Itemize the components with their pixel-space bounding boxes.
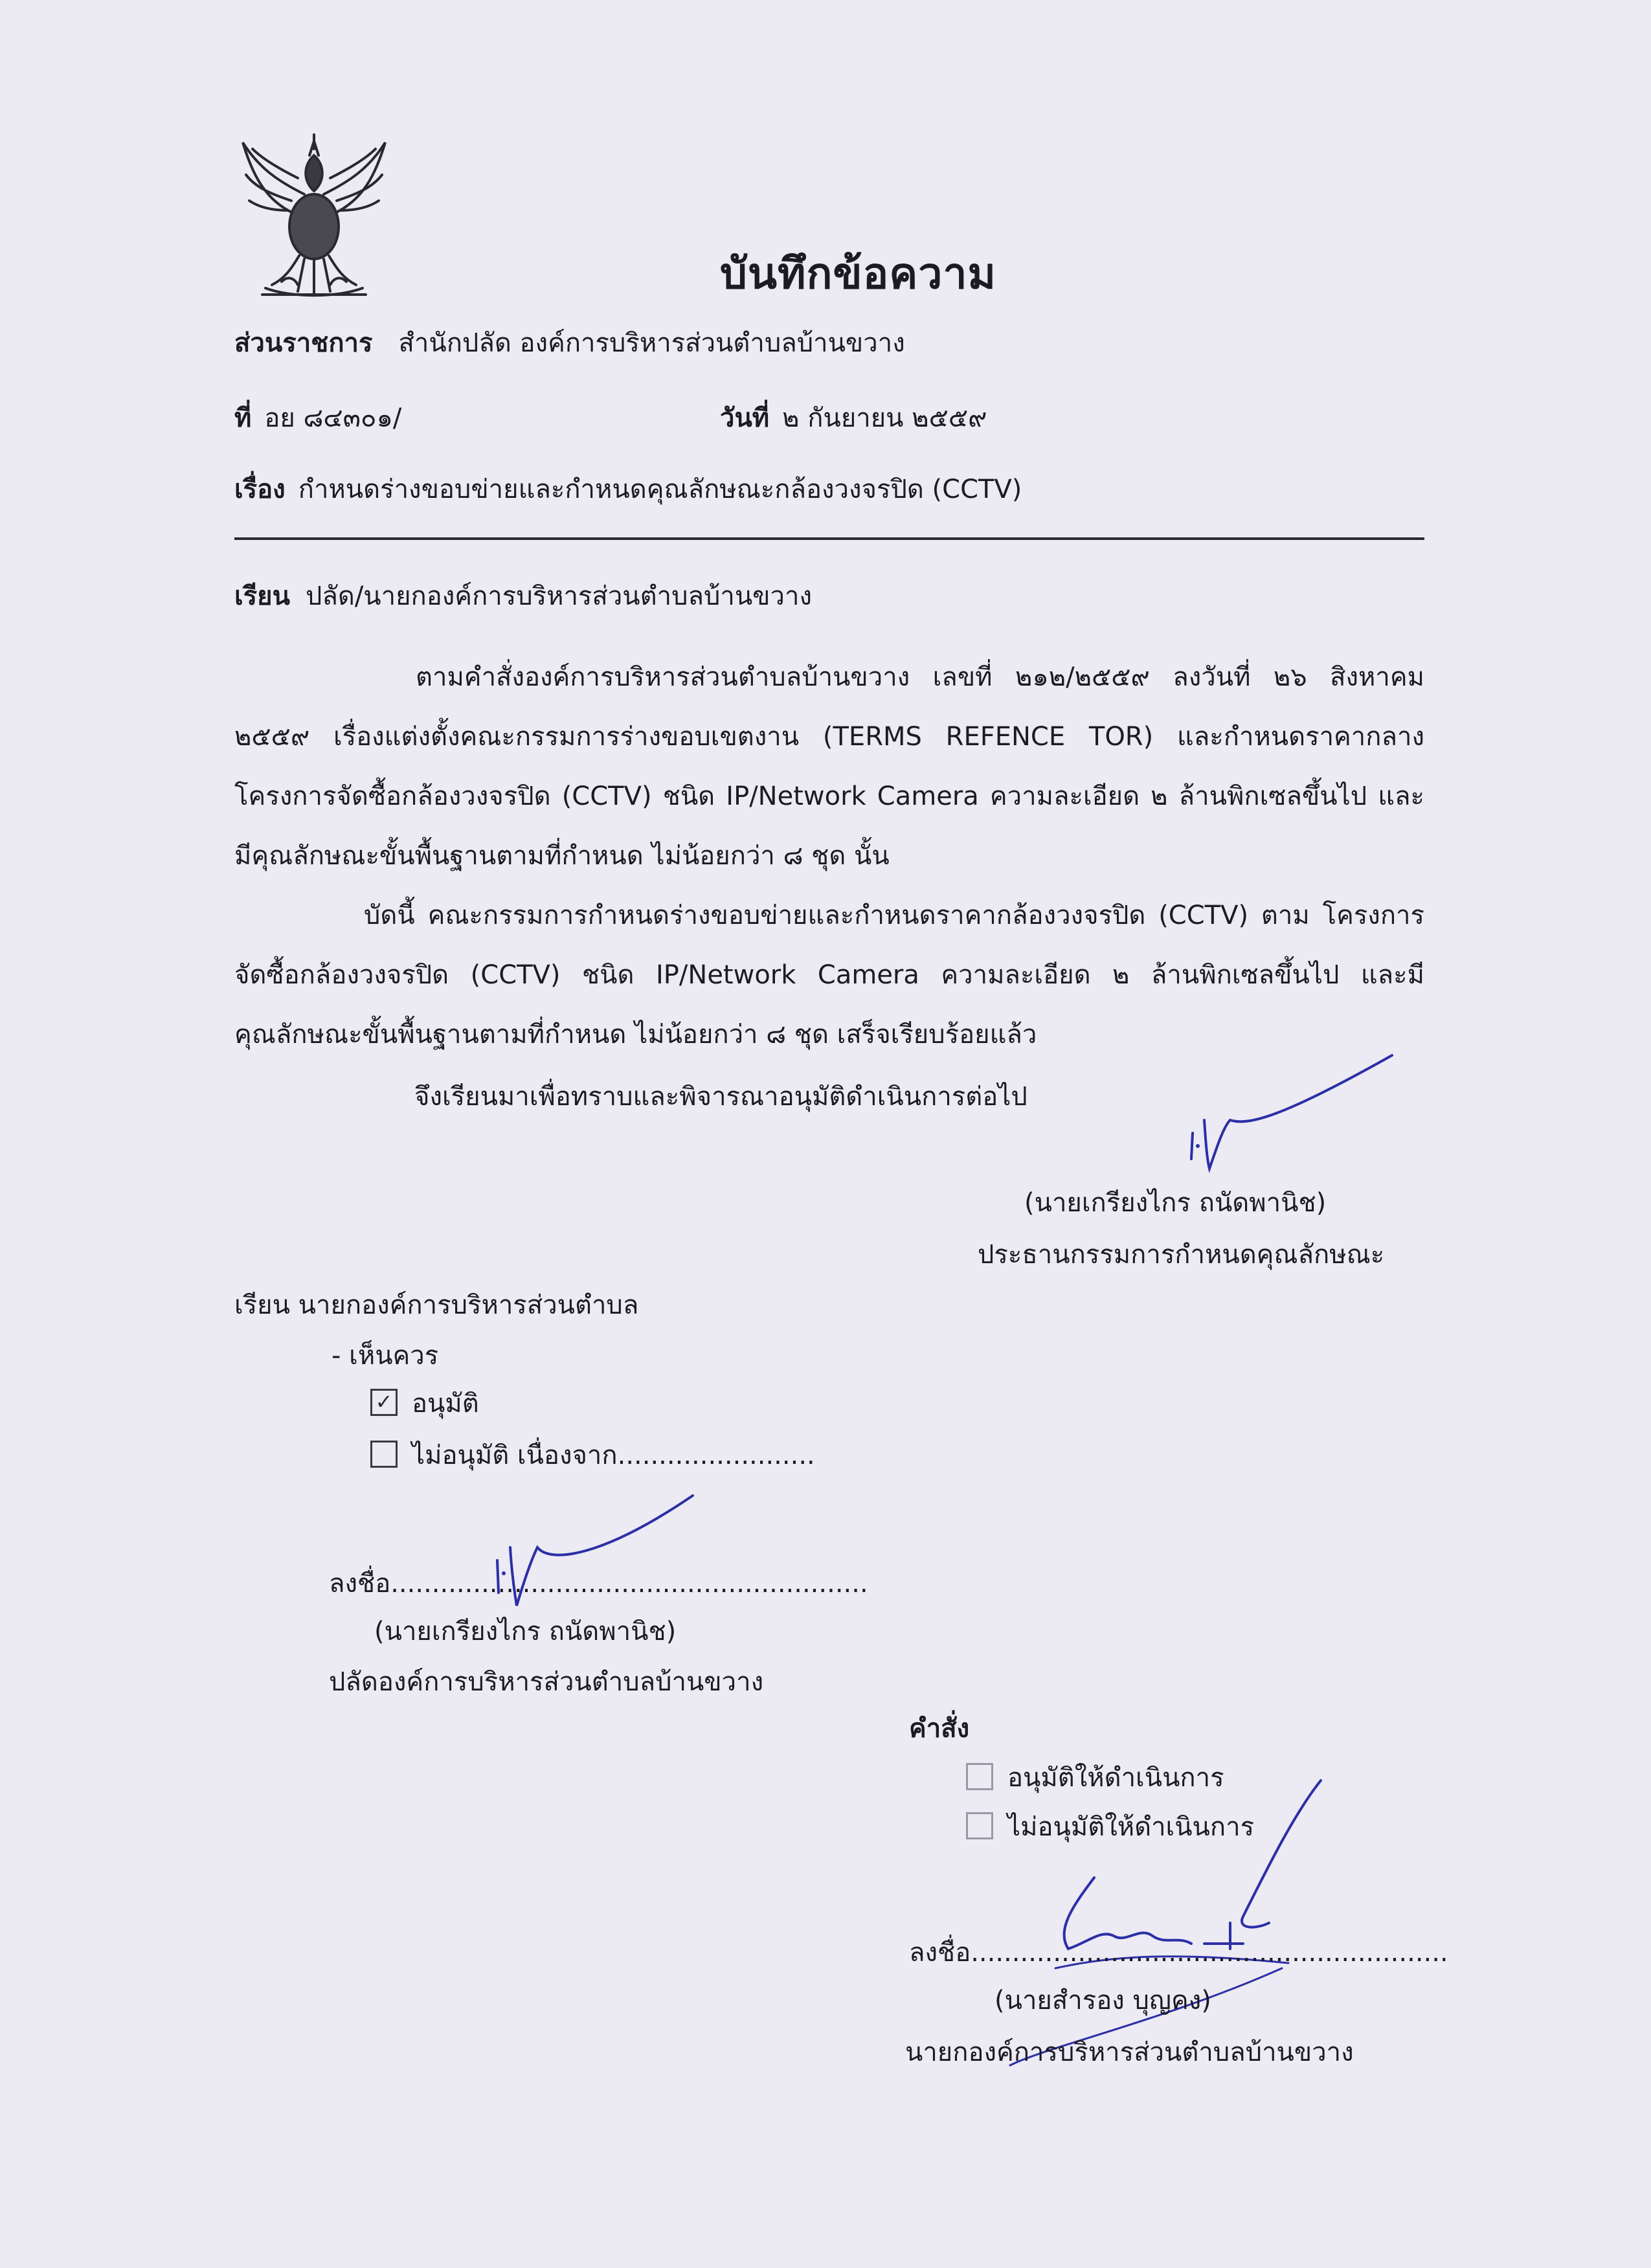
department-row: [234, 326, 905, 360]
closing-line: จึงเรียนมาเพื่อทราบและพิจารณาอนุมัติดำเนินการต่อไป: [414, 1082, 1028, 1112]
section2-opinion: - เห็นควร: [331, 1341, 439, 1371]
signer1-title: ประธานกรรมการกำหนดคุณลักษณะ: [978, 1240, 1385, 1270]
date-value: ๒ กันยายน ๒๕๕๙: [782, 403, 987, 433]
signature-mark: [842, 1774, 1360, 2078]
memo-title: บันทึกข้อความ: [720, 249, 997, 298]
section3-sign-line: ลงชื่อ..........................................................: [909, 1938, 1448, 1968]
reference-number-label: ที่: [234, 403, 252, 433]
header-divider: [234, 537, 1424, 540]
approve-checkbox[interactable]: ✓: [370, 1389, 398, 1416]
salutation-label: เรียน: [234, 581, 290, 611]
signer1-name: (นายเกรียงไกร ถนัดพานิช): [1024, 1188, 1327, 1218]
subject-label: เรื่อง: [234, 475, 286, 504]
subject-row: [234, 473, 1022, 506]
body-paragraph-1: ตามคำสั่งองค์การบริหารส่วนตำบลบ้านขวาง เลขที่ ๒๑๒/๒๕๕๙ ลงวันที่ ๒๖ สิงหาคม ๒๕๕๙ เรื่องแต่งตั้งคณะกรรมการร่างขอบเขตงาน (TERMS REFENCE TOR) และกำหนดราคากลาง โครงการจัดซื้อกล้องวงจรปิด (CCTV) ชนิด IP/Network Camera ความละเอียด ๒ ล้านพิกเซลขึ้นไป และ มีคุณลักษณะขั้นพื้นฐานตามที่กำหนด ไม่น้อยกว่า ๘ ชุด นั้น: [234, 662, 1424, 871]
section2-signer-title: ปลัดองค์การบริหารส่วนตำบลบ้านขวาง: [329, 1667, 764, 1697]
section2-salutation: เรียน นายกองค์การบริหารส่วนตำบล: [234, 1290, 639, 1320]
section2-sign-line: ลงชื่อ..........................................................: [329, 1569, 868, 1599]
disapprove-option: [370, 1439, 815, 1472]
section3-signer-title: นายกองค์การบริหารส่วนตำบลบ้านขวาง: [905, 2038, 1354, 2067]
disapprove-checkbox[interactable]: [370, 1441, 398, 1468]
disapprove-label: ไม่อนุมัติ เนื่องจาก........................: [412, 1441, 815, 1470]
date-row: [720, 401, 987, 435]
date-label: วันที่: [720, 403, 770, 433]
salutation-row: [234, 579, 812, 613]
body-paragraph-2: บัดนี้ คณะกรรมการกำหนดร่างขอบข่ายและกำหนดราคากล้องวงจรปิด (CCTV) ตาม โครงการจัดซื้อกล้องวงจรปิด (CCTV) ชนิด IP/Network Camera ความละเอียด ๒ ล้านพิกเซลขึ้นไป และมีคุณลักษณะขั้นพื้นฐานตามที่กำหนด ไม่น้อยกว่า ๘ ชุด เสร็จเรียบร้อยแล้ว: [234, 901, 1424, 1050]
reference-number-value: อย ๘๔๓๐๑/: [264, 403, 402, 433]
signature-mark: [1178, 1049, 1411, 1178]
approve-option: [370, 1387, 479, 1420]
garuda-emblem-icon: [227, 129, 401, 308]
order-approve-label: อนุมัติให้ดำเนินการ: [1007, 1763, 1224, 1793]
department-value: สำนักปลัด องค์การบริหารส่วนตำบลบ้านขวาง: [398, 328, 905, 358]
reference-number-row: [234, 401, 401, 435]
order-disapprove-label: ไม่อนุมัติให้ดำเนินการ: [1007, 1812, 1255, 1842]
section2-signer-name: (นายเกรียงไกร ถนัดพานิช): [374, 1617, 677, 1646]
section3-signer-name: (นายสำรอง บุญคง): [994, 1986, 1211, 2015]
order-heading: คำสั่ง: [909, 1714, 970, 1744]
subject-value: กำหนดร่างขอบข่ายและกำหนดคุณลักษณะกล้องวงจรปิด (CCTV): [298, 475, 1022, 504]
approve-label: อนุมัติ: [412, 1389, 479, 1419]
salutation-value: ปลัด/นายกองค์การบริหารส่วนตำบลบ้านขวาง: [305, 581, 812, 611]
department-label: ส่วนราชการ: [234, 328, 373, 358]
